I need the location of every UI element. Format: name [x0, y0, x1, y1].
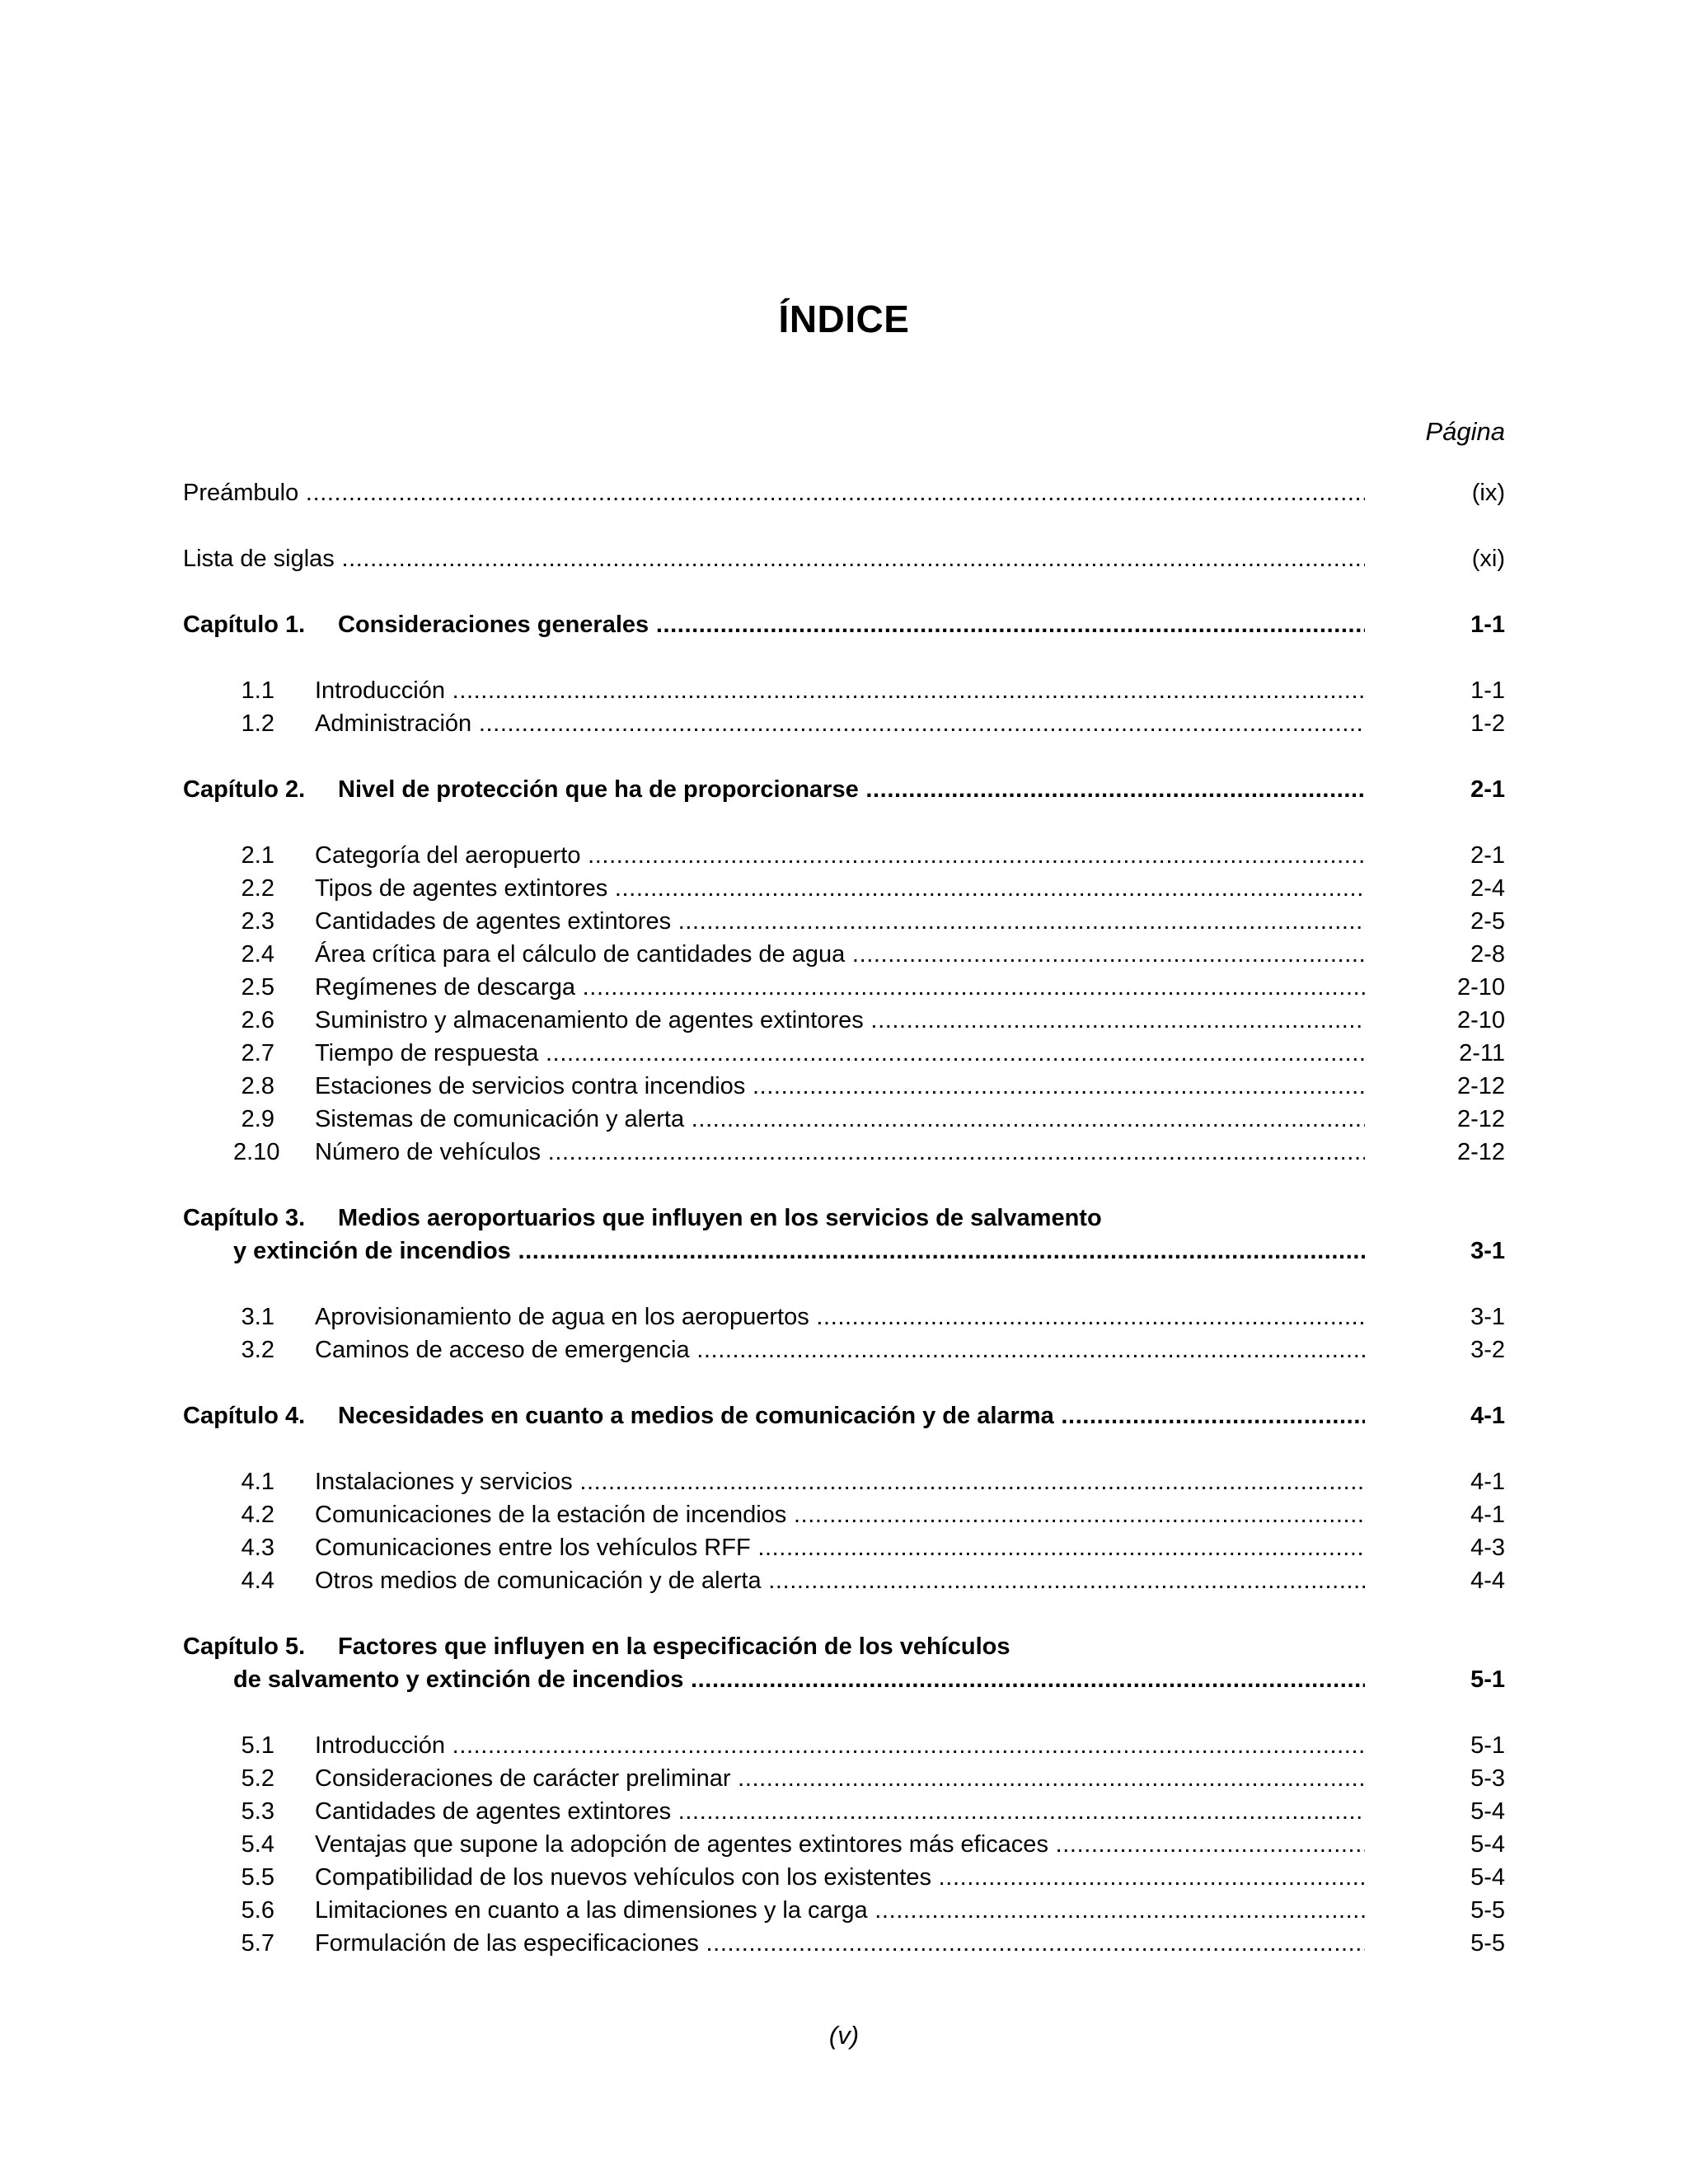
page-number-footer: (v) [828, 2021, 860, 2050]
toc-entry-page: 4-3 [1470, 1535, 1505, 1561]
toc-entry-page: 2-11 [1459, 1040, 1505, 1066]
toc-entry-page: 2-12 [1456, 1106, 1505, 1132]
toc-entry-page: 3-2 [1470, 1337, 1505, 1363]
toc-entry-preambulo[interactable] [183, 476, 1505, 509]
toc-entry-page: 5-4 [1470, 1798, 1505, 1825]
toc-section[interactable] [183, 1037, 1505, 1070]
chapter-number: Capítulo 1. [183, 612, 306, 638]
toc-entry-page: 5-4 [1470, 1864, 1505, 1891]
section-number: 2.9 [241, 1106, 274, 1132]
toc-entry-page: 5-5 [1470, 1930, 1505, 1957]
toc-entry-page: 1-2 [1470, 710, 1505, 737]
toc-entry-page: 4-4 [1470, 1568, 1505, 1594]
toc-entry-page: 2-10 [1456, 974, 1505, 1001]
toc-entry-page: 5-3 [1470, 1765, 1505, 1792]
section-title: Introducción ..... [315, 1729, 1365, 1762]
toc-entry-page: 2-12 [1456, 1073, 1505, 1099]
section-title: Cantidades de agentes extintores ..... [315, 905, 1365, 938]
section-number: 5.6 [241, 1897, 274, 1924]
toc-entry-page: 2-1 [1470, 776, 1505, 803]
toc-chapter-3-heading[interactable] [183, 1202, 1102, 1235]
toc-entry-page: 3-1 [1470, 1304, 1505, 1330]
toc-entry-lista-de-siglas[interactable] [183, 542, 1505, 575]
toc-entry-page: 3-1 [1470, 1238, 1505, 1264]
section-title: Introducción ..... [315, 674, 1365, 707]
toc-entry-page: (ix) [1471, 480, 1505, 506]
toc-section[interactable] [183, 1103, 1505, 1136]
section-title: Consideraciones de carácter preliminar ..... [315, 1762, 1365, 1795]
section-number: 2.6 [241, 1007, 274, 1033]
chapter-title: Consideraciones generales [338, 612, 649, 638]
section-number: 5.4 [241, 1831, 274, 1858]
toc-section[interactable] [183, 872, 1505, 905]
toc-section[interactable] [183, 938, 1505, 971]
toc-section[interactable] [183, 707, 1505, 740]
toc-entry-page: 2-8 [1470, 941, 1505, 968]
section-title: Tipos de agentes extintores ..... [315, 872, 1365, 905]
toc-chapter-2[interactable] [183, 773, 1505, 806]
toc-section[interactable] [183, 1301, 1505, 1333]
section-number: 4.2 [241, 1502, 274, 1528]
section-number: 4.3 [241, 1535, 274, 1561]
section-title: Otros medios de comunicación y de alerta ..... [315, 1564, 1365, 1597]
toc-chapter-4[interactable] [183, 1399, 1505, 1432]
toc-entry-page: 5-1 [1470, 1732, 1505, 1759]
toc-section[interactable] [183, 1498, 1505, 1531]
chapter-number: Capítulo 3. [183, 1205, 306, 1231]
section-title: Compatibilidad de los nuevos vehículos con los existentes ..... [315, 1861, 1365, 1894]
section-number: 5.7 [241, 1930, 274, 1957]
toc-entry-page: 4-1 [1470, 1403, 1505, 1429]
toc-section[interactable] [183, 1465, 1505, 1498]
toc-entry-page: 5-5 [1470, 1897, 1505, 1924]
chapter-title: Factores que influyen en la especificación de los vehículos [338, 1633, 1010, 1660]
section-title: Cantidades de agentes extintores ..... [315, 1795, 1365, 1828]
toc-section[interactable] [183, 1333, 1505, 1366]
section-title: Administración ..... [315, 707, 1365, 740]
toc-entry-page: 1-1 [1470, 612, 1505, 638]
section-title: Comunicaciones de la estación de incendios ..... [315, 1498, 1365, 1531]
section-number: 2.1 [241, 842, 274, 869]
chapter-number: Capítulo 2. [183, 776, 306, 803]
toc-entry-page: 1-1 [1470, 677, 1505, 704]
section-number: 5.5 [241, 1864, 274, 1891]
toc-entry-page: 5-4 [1470, 1831, 1505, 1858]
toc-section[interactable] [183, 1004, 1505, 1037]
toc-entry-title: Lista de siglas ..... [183, 542, 1365, 575]
section-number: 2.2 [241, 875, 274, 902]
toc-section[interactable] [183, 1762, 1505, 1795]
toc-entry-page: 2-1 [1470, 842, 1505, 869]
toc-chapter-3[interactable] [183, 1235, 1505, 1268]
section-title: Tiempo de respuesta ..... [315, 1037, 1365, 1070]
section-number: 2.5 [241, 974, 274, 1001]
toc-entry-page: 2-12 [1456, 1139, 1505, 1165]
section-title: Comunicaciones entre los vehículos RFF ..... [315, 1531, 1365, 1564]
section-number: 1.2 [241, 710, 274, 737]
toc-section[interactable] [183, 1729, 1505, 1762]
chapter-title: Nivel de protección que ha de proporcionarse [338, 776, 859, 803]
toc-entry-page: 2-4 [1470, 875, 1505, 902]
chapter-title-continued: y extinción de incendios ..... [233, 1235, 1365, 1268]
toc-section[interactable] [183, 1894, 1505, 1927]
section-number: 3.2 [241, 1337, 274, 1363]
section-number: 4.4 [241, 1568, 274, 1594]
toc-entry-page: 4-1 [1470, 1502, 1505, 1528]
section-number: 2.10 [233, 1139, 280, 1165]
toc-entry-page: (xi) [1471, 546, 1505, 572]
section-title: Categoría del aeropuerto ..... [315, 839, 1365, 872]
toc-section[interactable] [183, 1861, 1505, 1894]
toc-section[interactable] [183, 905, 1505, 938]
toc-chapter-5-heading[interactable] [183, 1630, 1010, 1663]
toc-section[interactable] [183, 971, 1505, 1004]
section-number: 1.1 [241, 677, 274, 704]
toc-section[interactable] [183, 1564, 1505, 1597]
chapter-number: Capítulo 5. [183, 1633, 306, 1660]
section-number: 4.1 [241, 1469, 274, 1495]
section-title: Suministro y almacenamiento de agentes extintores ..... [315, 1004, 1365, 1037]
section-title: Caminos de acceso de emergencia ..... [315, 1333, 1365, 1366]
toc-section[interactable] [183, 839, 1505, 872]
chapter-title-continued: de salvamento y extinción de incendios ..... [233, 1663, 1365, 1696]
chapter-number: Capítulo 4. [183, 1403, 306, 1429]
section-number: 5.1 [241, 1732, 274, 1759]
section-title: Instalaciones y servicios ..... [315, 1465, 1365, 1498]
section-number: 2.4 [241, 941, 274, 968]
section-title: Regímenes de descarga ..... [315, 971, 1365, 1004]
section-number: 2.8 [241, 1073, 274, 1099]
toc-chapter-5[interactable] [183, 1663, 1505, 1696]
section-title: Formulación de las especificaciones ..... [315, 1927, 1365, 1960]
toc-entry-page: 2-10 [1456, 1007, 1505, 1033]
section-title: Aprovisionamiento de agua en los aeropuertos ..... [315, 1301, 1365, 1333]
section-number: 5.2 [241, 1765, 274, 1792]
section-title: Sistemas de comunicación y alerta ..... [315, 1103, 1365, 1136]
toc-section[interactable] [183, 1070, 1505, 1103]
page-title: ÍNDICE [778, 298, 910, 340]
toc-section[interactable] [183, 1828, 1505, 1861]
toc-entry-page: 2-5 [1470, 908, 1505, 935]
section-title: Área crítica para el cálculo de cantidades de agua ..... [315, 938, 1365, 971]
toc-entry-page: 4-1 [1470, 1469, 1505, 1495]
section-number: 3.1 [241, 1304, 274, 1330]
section-title: Número de vehículos ..... [315, 1136, 1365, 1169]
toc-chapter-1[interactable] [183, 608, 1505, 641]
section-title: Estaciones de servicios contra incendios ..... [315, 1070, 1365, 1103]
toc-section[interactable] [183, 1531, 1505, 1564]
toc-section[interactable] [183, 674, 1505, 707]
chapter-title: Medios aeroportuarios que influyen en los servicios de salvamento [338, 1205, 1102, 1231]
section-number: 5.3 [241, 1798, 274, 1825]
toc-entry-page: 5-1 [1470, 1666, 1505, 1693]
page-column-label: Página [1425, 417, 1505, 446]
toc-section[interactable] [183, 1136, 1505, 1169]
section-number: 2.3 [241, 908, 274, 935]
toc-section[interactable] [183, 1927, 1505, 1960]
toc-section[interactable] [183, 1795, 1505, 1828]
section-title: Limitaciones en cuanto a las dimensiones y la carga ..... [315, 1894, 1365, 1927]
section-title: Ventajas que supone la adopción de agentes extintores más eficaces ..... [315, 1828, 1365, 1861]
chapter-title: Necesidades en cuanto a medios de comunicación y de alarma [338, 1403, 1054, 1429]
section-number: 2.7 [241, 1040, 274, 1066]
toc-entry-title: Preámbulo ..... [183, 476, 1365, 509]
